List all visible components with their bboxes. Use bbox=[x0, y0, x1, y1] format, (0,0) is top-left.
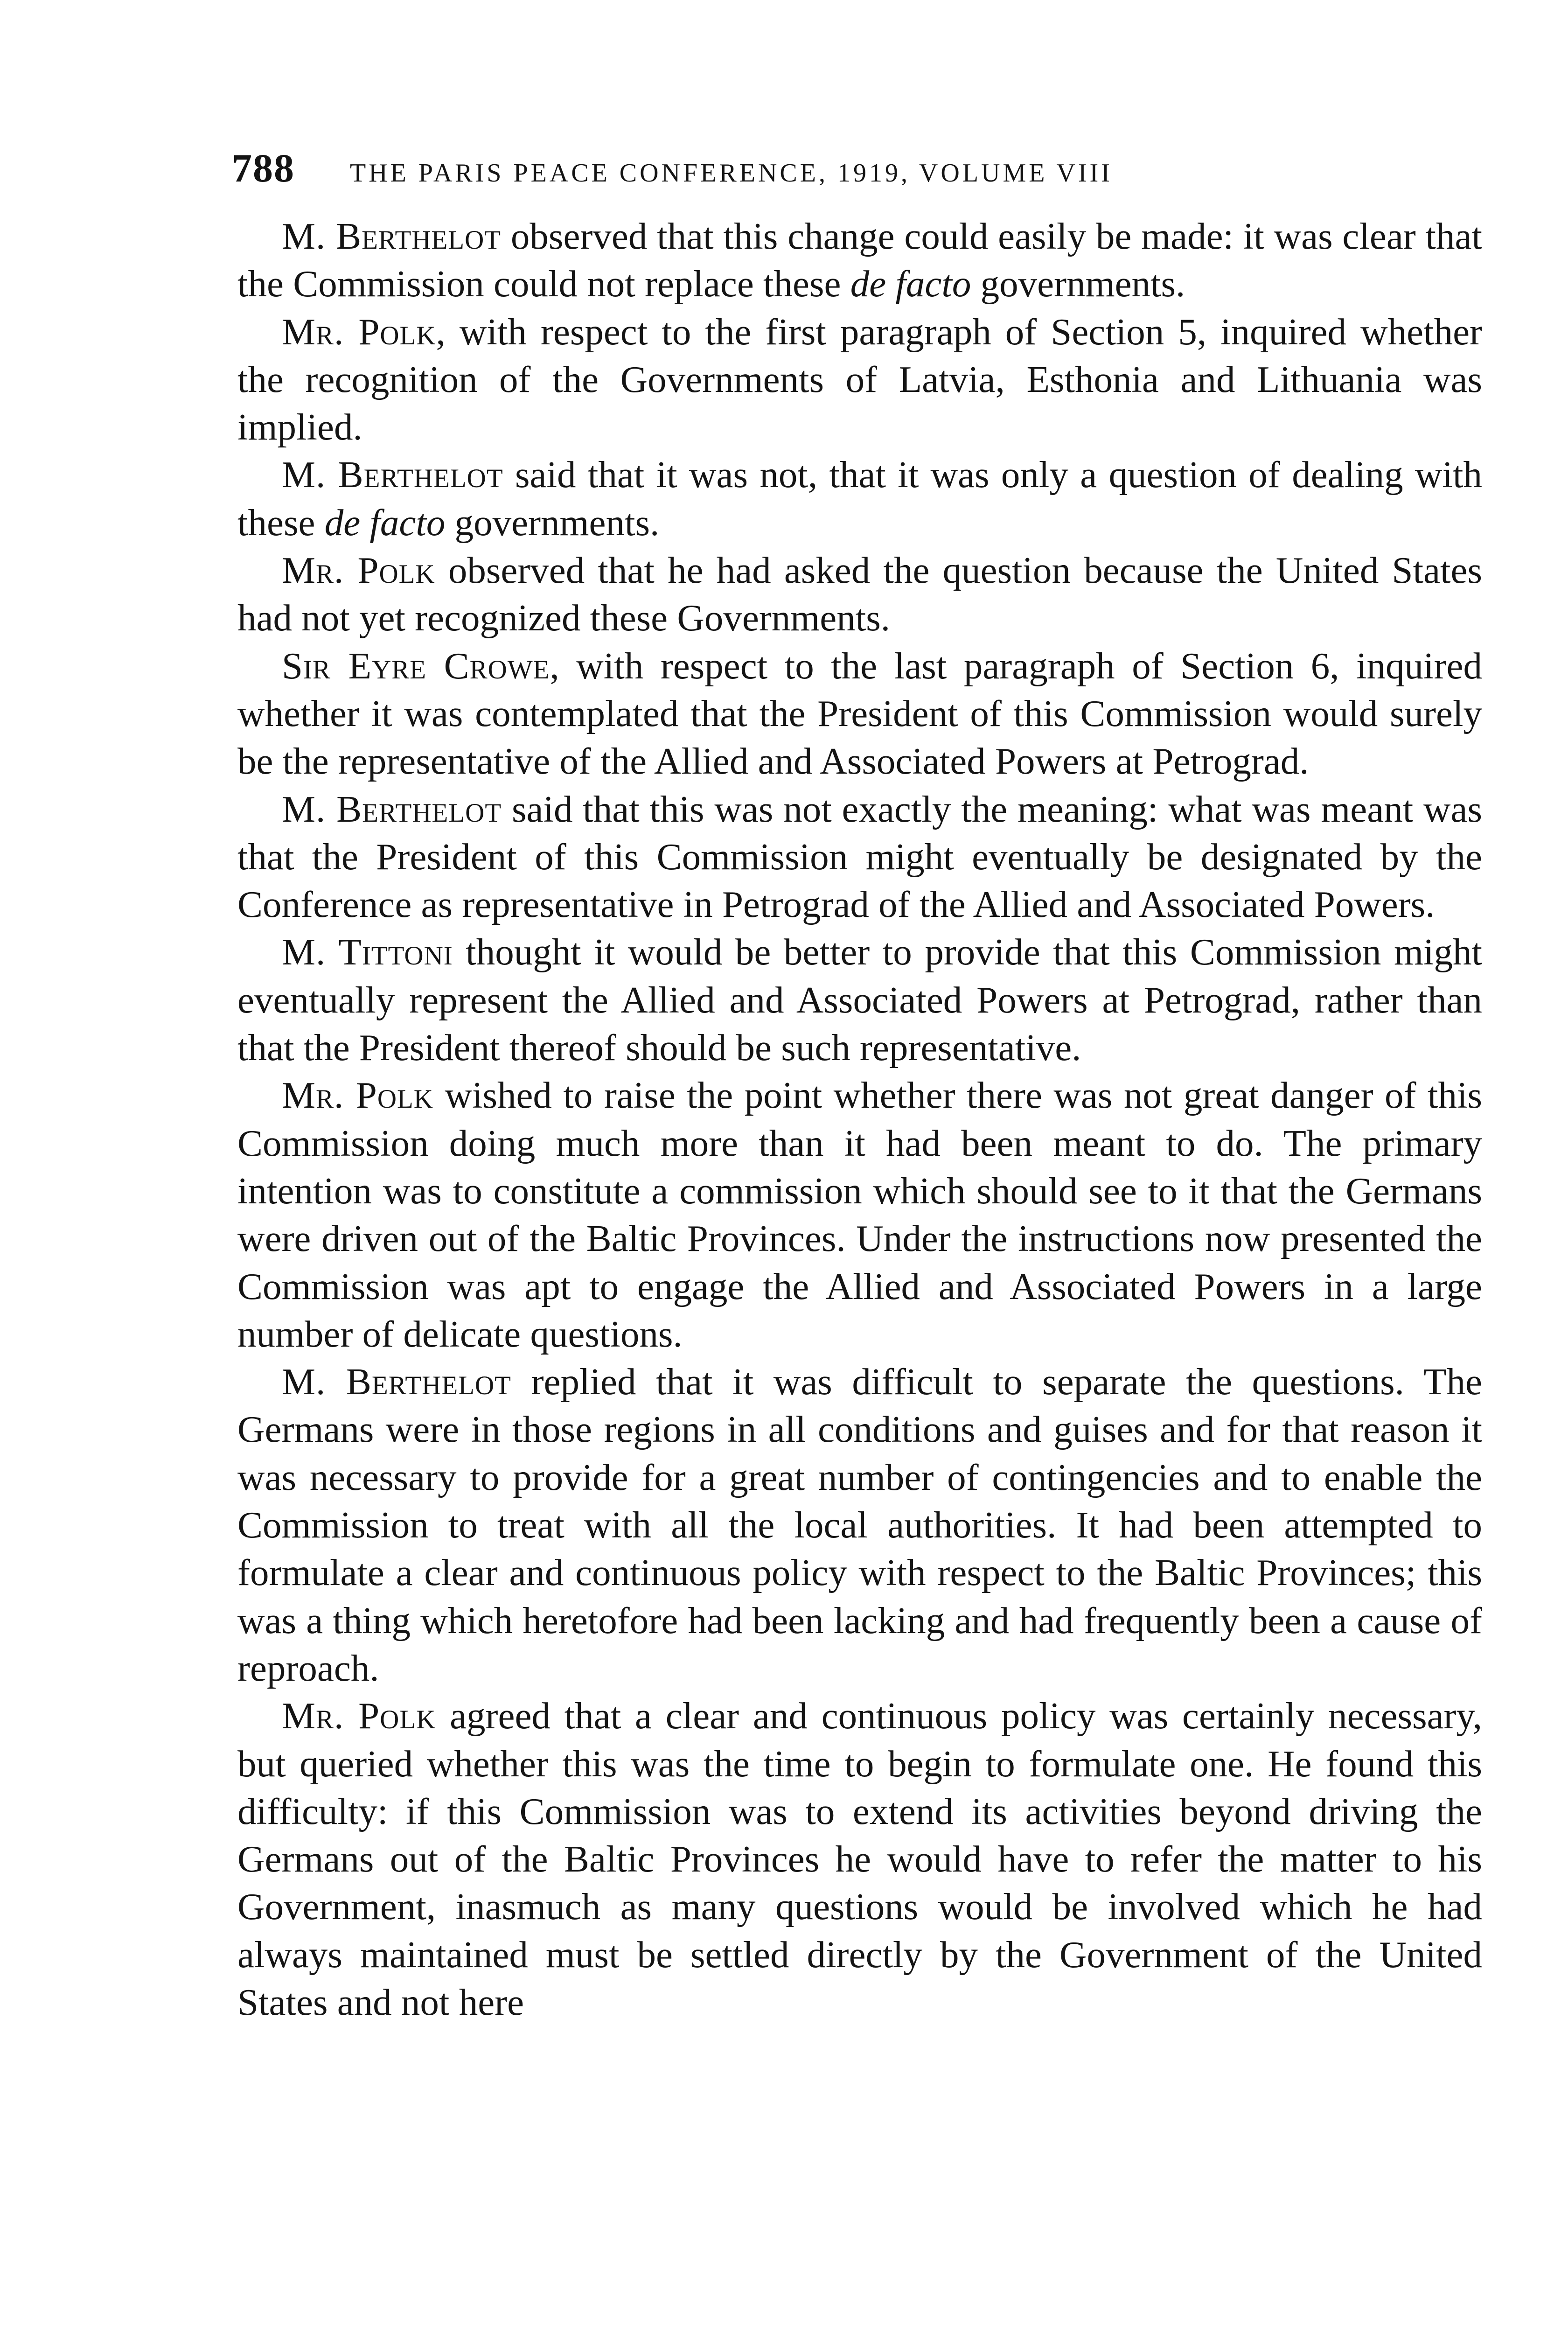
paragraph bbox=[237, 785, 1482, 929]
paragraph-text: observed that he had asked the question because the United States had not yet recognized these Governments. bbox=[237, 549, 1482, 639]
speaker-name: M. Berthelot bbox=[282, 788, 502, 830]
paragraph bbox=[237, 642, 1482, 785]
document-body bbox=[237, 212, 1482, 2026]
paragraph-text: thought it would be better to provide that this Commission might eventually represent the Allied and Associated Powers at Petrograd, rather than that the President thereof should be such representative. bbox=[237, 931, 1482, 1069]
paragraph bbox=[237, 1692, 1482, 2026]
italic-text: de facto bbox=[324, 501, 446, 544]
paragraph bbox=[237, 1358, 1482, 1692]
paragraph bbox=[237, 308, 1482, 451]
paragraph-text: governments. bbox=[445, 501, 660, 544]
page-header bbox=[232, 145, 1473, 196]
paragraph-text: observed that this change could easily be made: it was clear that the Commission could not replace these bbox=[237, 215, 1483, 305]
speaker-name: M. Tittoni bbox=[282, 931, 453, 973]
paragraph-text: replied that it was difficult to separate the questions. The Germans were in those regions in all conditions and guises and for that reason it was necessary to provide for a great number of contingencies and to enable the Commission to treat with all the local authorities. It had been attempted to formulate a clear and continuous policy with respect to the Baltic Provinces; this was a thing which heretofore had been lacking and had frequently been a cause of reproach. bbox=[237, 1361, 1483, 1689]
speaker-name: M. Berthelot bbox=[282, 215, 502, 257]
speaker-name: Mr. Polk bbox=[282, 1695, 436, 1737]
paragraph-text: said that this was not exactly the meaning: what was meant was that the President of this Commission might eventually be designated by the Conference as representative in Petrograd of the Allied and Associated Powers. bbox=[237, 788, 1483, 926]
paragraph-text: , with respect to the last paragraph of Section 6, inquired whether it was contemplated that the President of this Commission would surely be the representative of the Allied and Associated Powers at Petrograd. bbox=[237, 644, 1482, 782]
paragraph bbox=[237, 1071, 1482, 1358]
speaker-name: Mr. Polk bbox=[282, 310, 436, 353]
speaker-name: M. Berthelot bbox=[282, 1361, 511, 1403]
paragraph bbox=[237, 212, 1482, 308]
paragraph-text: , with respect to the first paragraph of Section 5, inquired whether the recognition of the Governments of Latvia, Esthonia and Lithuania was implied. bbox=[237, 310, 1482, 448]
paragraph bbox=[237, 451, 1482, 546]
paragraph bbox=[237, 928, 1482, 1071]
page-number: 788 bbox=[232, 146, 295, 190]
paragraph-text: governments. bbox=[971, 263, 1185, 305]
italic-text: de facto bbox=[850, 263, 971, 305]
speaker-name: Mr. Polk bbox=[282, 1074, 433, 1117]
running-title: THE PARIS PEACE CONFERENCE, 1919, VOLUME VIII bbox=[350, 159, 1113, 188]
paragraph-text: wished to raise the point whether there was not great danger of this Commission doing much more than it had been meant to do. The primary intention was to constitute a commission which should see to it that the Germans were driven out of the Baltic Provinces. Under the instructions now presented the Commission was apt to engage the Allied and Associated Powers in a large number of delicate questions. bbox=[237, 1074, 1483, 1355]
speaker-name: Sir Eyre Crowe bbox=[282, 644, 550, 687]
speaker-name: Mr. Polk bbox=[282, 549, 435, 592]
paragraph-text: agreed that a clear and continuous policy was certainly necessary, but queried whether this was the time to begin to formulate one. He found this difficulty: if this Commission was to extend its activities beyond driving the Germans out of the Baltic Provinces he would have to refer the matter to his Government, inasmuch as many questions would be involved which he had always maintained must be settled directly by the Government of the United States and not here bbox=[237, 1695, 1483, 2023]
paragraph-text: said that it was not, that it was only a question of dealing with these bbox=[237, 454, 1482, 544]
speaker-name: M. Berthelot bbox=[282, 454, 503, 496]
paragraph bbox=[237, 546, 1482, 642]
